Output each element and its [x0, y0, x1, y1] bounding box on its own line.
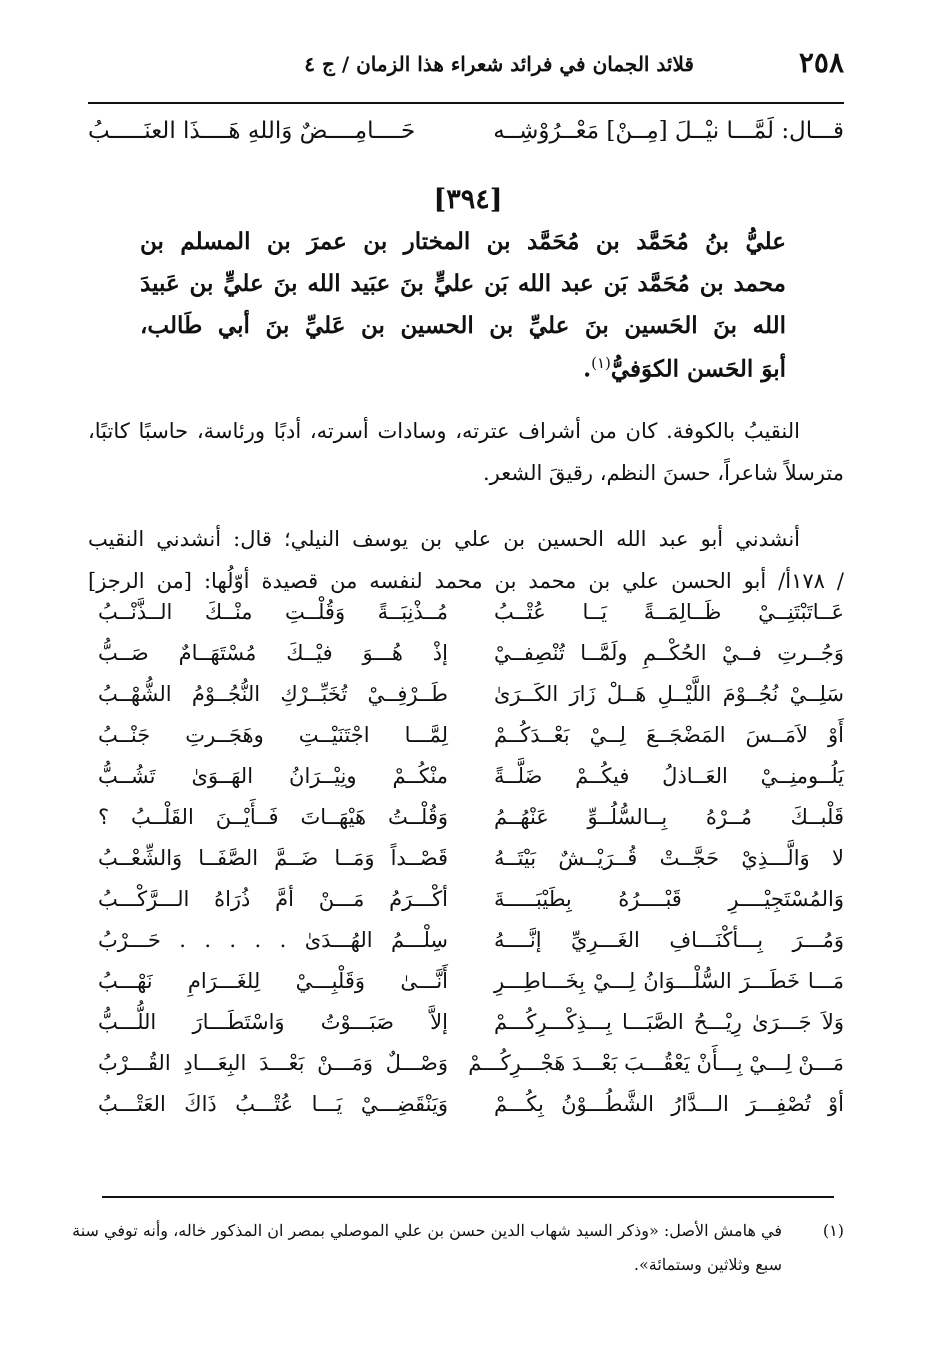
name-line: الله بنَ الحَسين بنَ عليِّ بن الحسين بن عَليِّ بنَ أبي طَالب،: [140, 312, 786, 339]
hemistich-left: قَصْــداً وَمَــا ضَــمَّ الصَّفَــا وَالشِّعْــبُ: [98, 846, 448, 870]
hemistich-right: وَلاَ جَـــرَىٰ رِيْـــحُ الصَّبَـــا بِـــذِكْـــرِكُـــمْ: [494, 1010, 844, 1034]
footnote-reference[interactable]: (١): [591, 354, 611, 372]
bio-line: مترسلاً شاعراً، حسنَ النظم، رقيقَ الشعر.: [482, 461, 844, 485]
entry-name: [140, 228, 786, 396]
page-header: [88, 46, 844, 86]
poem-verse: [88, 846, 844, 887]
name-line-last: [140, 354, 786, 396]
hemistich-right: قَلْبــكَ مُــرْهُ بِــالسُّلُــوِّ عَنْهُــمُ: [494, 805, 844, 829]
poem-verse: [88, 969, 844, 1010]
footnote-line: في هامش الأصل: «وذكر السيد شهاب الدين حسن بن علي الموصلي بمصر ان المذكور خاله، وأنه توفي سنة: [72, 1221, 782, 1240]
hemistich-right: وَجُــرتِ فــيْ الحُكْــمِ ولَمَّــا تُنْصِفــيْ: [494, 641, 844, 665]
bio-line: النقيبُ بالكوفة. كان من أشراف عترته، وسادات أسرته، أدبًا ورئاسة، حاسبًا كاتبًا،: [88, 419, 800, 443]
poem-verse: [88, 641, 844, 682]
hemistich-right: وَمُـــرَ بِـــأكْنَـــافِ الغَـــرِيِّ إنَّــــهُ: [494, 928, 844, 952]
hemistich-right: أَوْ لاَمَــسَ المَضْجَــعَ لِــيْ بَعْــدَكُــمْ: [494, 723, 844, 747]
hemistich-left: أكْـــرَمُ مَـــنْ أمَّ ذُرَاهُ الـــرَّكْـــبُ: [98, 887, 448, 911]
name-line-text: أبوَ الحَسن الكوَفيُّ: [610, 355, 786, 383]
name-end-mark: .: [583, 355, 592, 383]
hemistich-right: لا وَالَّـــذِيْ حَجَّــتْ قُــرَيْــشٌ بَيْتَــهُ: [494, 846, 844, 870]
footnote-number: (١): [822, 1221, 844, 1240]
hemistich-left: منْكُــمْ ونِيْــرَانُ الهَــوَىٰ تَشُــبُّ: [98, 764, 448, 788]
hemistich-left: سِلْـــمُ الهُـــدَىٰ . . . . . حَـــرْبُ: [98, 928, 448, 952]
verse-hemistich-right: لَمَّـــا نيْــلَ [مِــنْ] مَعْــرُوْشِــه: [493, 118, 774, 144]
running-title: قلائد الجمان في فرائد شعراء هذا الزمان / ج ٤: [304, 52, 694, 76]
hemistich-right: أوْ تُصْفِـــرَ الـــدَّارُ الشَّطُـــوْنُ بِكُـــمْ: [494, 1092, 844, 1116]
footnote-text: [72, 1214, 782, 1282]
entry-number: [٣٩٤]: [433, 184, 503, 215]
name-line: عليُّ بنُ مُحَمَّد بن مُحَمَّد بن المختار بن عمرَ بن المسلم بن: [140, 228, 786, 255]
hemistich-left: لِمَّـــا اجْتَنَيْــتِ وهَجَــرتِ جَنْــبُ: [98, 723, 448, 747]
poem-verse: [88, 1092, 844, 1133]
hemistich-left: وَقُلْــتُ هَيْهَــاتَ فَــأَيْــنَ القَلْــبُ ؟: [98, 805, 448, 829]
hemistich-right: مَـــنْ لِـــيْ بِـــأَنْ يَعْقُـــبَ بَعْـــدَ هَجْـــرِكُـــمْ: [468, 1051, 844, 1075]
hemistich-left: أَنَّـــىٰ وَقَلْبِـــيْ لِلغَـــرَامِ نَهْـــبُ: [98, 969, 448, 993]
hemistich-left: إذْ هُـــوَ فيْــكَ مُسْتَهَــامٌ صَــبُّ: [98, 641, 448, 665]
footnote-line: سبع وثلاثين وستمائة».: [633, 1255, 782, 1274]
poem: [88, 600, 844, 1133]
name-line: محمد بن مُحَمَّد بَن عبد الله بَن عليٍّ بنَ عبَيد الله بنَ عليٍّ بن عَبيدَ: [140, 270, 786, 297]
hemistich-left: طَــرْفِــيْ تُخَبِّــرْكِ النُّجُــوْمُ الشُّهْــبُ: [98, 682, 448, 706]
biography: [88, 410, 844, 494]
poem-verse: [88, 887, 844, 928]
poem-verse: [88, 805, 844, 846]
hemistich-left: إلاَّ صَبَـــوْتُ وَاسْتَطَـــارَ اللُّـــبُّ: [98, 1010, 448, 1034]
opening-verse: [88, 118, 844, 158]
verse-speaker: قـــال:: [781, 118, 844, 144]
poem-verse: [88, 723, 844, 764]
hemistich-right: سَلِــيْ نُجُــوْمَ اللَّيْــلِ هَــلْ زَارَ الكَــرَىٰ: [494, 682, 844, 706]
narration-line: أنشدني أبو عبد الله الحسين بن علي بن يوسف النيلي؛ قال: أنشدني النقيب: [88, 527, 800, 551]
hemistich-left: وَيَنْقَضِـــيْ يَـــا عُتْـــبُ ذَاكَ العَتْـــبُ: [98, 1092, 448, 1116]
page-number: ٢٥٨: [798, 46, 844, 79]
hemistich-right: مَـــا خَطَـــرَ السُّلْـــوَانُ لِـــيْ بِخَـــاطِـــرِ: [494, 969, 844, 993]
hemistich-right: يَلُــومنِــيْ العَــاذلُ فيكُــمْ ضَلَّــةً: [494, 764, 844, 788]
poem-verse: [88, 764, 844, 805]
hemistich-right: وَالمُسْتَجِيْــــرِ قَبْــــرُهُ بِطَيْبَـــــةَ: [494, 887, 844, 911]
hemistich-left: وَصْـــلٌ وَمَـــنْ بَعْـــدَ البِعَـــادِ القُـــرْبُ: [98, 1051, 448, 1075]
footnote-rule: [102, 1196, 834, 1198]
header-rule: [88, 102, 844, 104]
poem-verse: [88, 682, 844, 723]
poem-verse: [88, 600, 844, 641]
poem-verse: [88, 1010, 844, 1051]
poem-verse: [88, 928, 844, 969]
narration: [88, 518, 844, 602]
narration-line: / ١٧٨أ/ أبو الحسن علي بن محمد بن محمد لنفسه من قصيدة أوّلُها: [من الرجز]: [88, 569, 844, 593]
verse-hemistich-left: حَــــامِــــضٌ وَاللهِ هَــــذَا العنَـــــبُ: [88, 118, 416, 144]
hemistich-left: مُــذْنِبَــةً وَقُلْــتِ منْــكَ الــذَّنْــبُ: [98, 600, 448, 624]
poem-verse: [88, 1051, 844, 1092]
hemistich-right: عَــاتَبْتَنِــيْ ظَــالِمَــةً يَــا عُتْــبُ: [494, 600, 844, 624]
